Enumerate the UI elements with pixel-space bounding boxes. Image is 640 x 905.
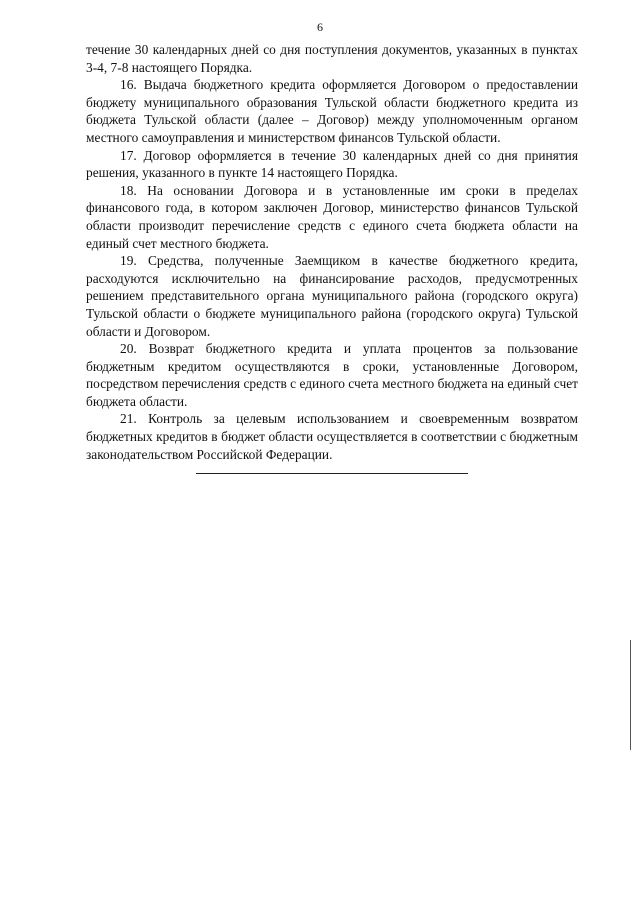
paragraph-item-17: 17. Договор оформляется в течение 30 календарных дней со дня принятия решения, указанного в пункте 14 настоящего Порядка. bbox=[86, 147, 578, 181]
paragraph-item-19: 19. Средства, полученные Заемщиком в качестве бюджетного кредита, расходуются исключительно на финансирование расходов, предусмотренных решением представительного органа муниципального района (городского округа) Тульской области о бюджете муниципального района (городского округа) Тульской области и Договором. bbox=[86, 253, 578, 339]
paragraph-continuation: течение 30 календарных дней со дня поступления документов, указанных в пунктах 3-4, 7-8 настоящего Порядка. bbox=[86, 42, 578, 75]
paragraph-item-21: 21. Контроль за целевым использованием и своевременным возвратом бюджетных кредитов в бюджет области осуществляется в соответствии с бюджетным законодательством Российской Федерации. bbox=[86, 411, 578, 462]
document-body bbox=[86, 41, 578, 463]
end-separator-line bbox=[196, 473, 468, 474]
page-number: 6 bbox=[317, 20, 323, 34]
scan-edge-mark bbox=[630, 640, 631, 750]
paragraph-item-18: 18. На основании Договора и в установленные им сроки в пределах финансового года, в котором заключен Договор, министерство финансов Тульской области производит перечисление средств с единого счета бюджета области на единый счет местного бюджета. bbox=[86, 182, 578, 251]
paragraph-item-20: 20. Возврат бюджетного кредита и уплата процентов за пользование бюджетным кредитом осуществляются в сроки, установленные Договором, посредством перечисления средств с единого счета местного бюджета на единый счет бюджета области. bbox=[86, 341, 578, 409]
paragraph-item-16: 16. Выдача бюджетного кредита оформляется Договором о предоставлении бюджету муниципального образования Тульской области бюджетного кредита из бюджета Тульской области (далее – Договор) между уполномоченным органом местного самоуправления и министерством финансов Тульской области. bbox=[86, 77, 578, 145]
